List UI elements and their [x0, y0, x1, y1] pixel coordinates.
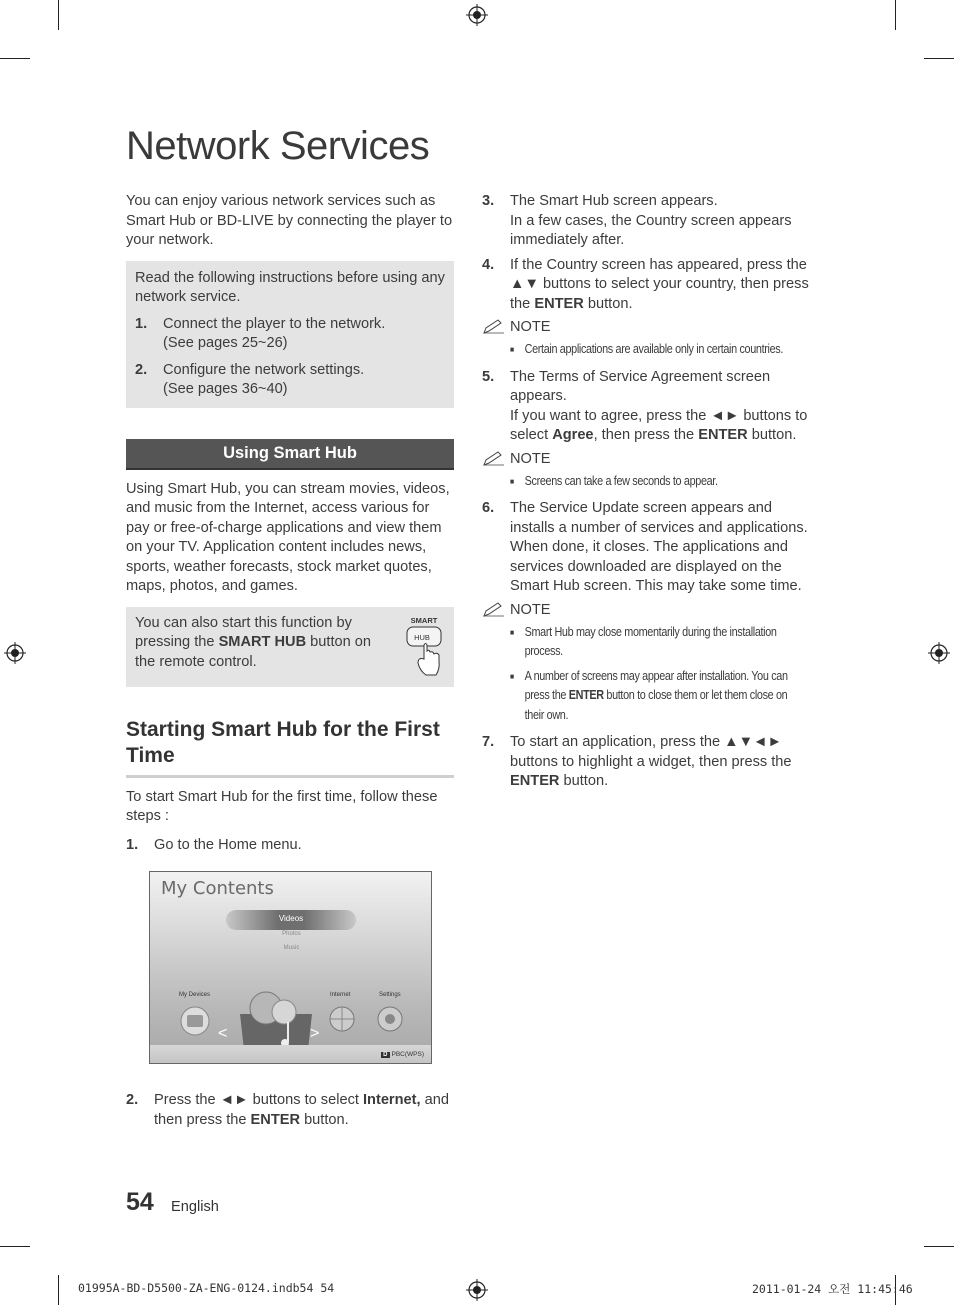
step-number: 6.	[482, 500, 495, 516]
bullet-icon: ■	[510, 671, 514, 681]
note-text: Screens can take a few seconds to appear.	[524, 473, 718, 488]
bullet-icon: ■	[510, 476, 514, 486]
menu-item-music: Music	[283, 945, 300, 951]
step-text: The Service Update screen appears and installs a number of services and applications. When done, it closes. The applications and services downloaded are displayed on the Smart Hub screen. This may take some time.	[510, 500, 808, 594]
step-number: 7.	[482, 734, 495, 750]
step-number: 2.	[135, 361, 148, 378]
starting-smart-hub-heading: Starting Smart Hub for the First Time	[126, 717, 454, 778]
step-text: The Terms of Service Agreement screen appears.	[510, 368, 771, 404]
print-footer-right: 2011-01-24 오전 11:45:46	[752, 1282, 913, 1296]
smart-hub-icon-top-label: SMART	[410, 615, 438, 625]
internet-icon	[328, 1005, 356, 1033]
crop-mark	[924, 1246, 954, 1247]
step-text: If the Country screen has appeared, press the ▲▼ buttons to select your country, then press the ENTER button.	[510, 256, 809, 312]
right-step	[482, 192, 814, 251]
contents-box-icon	[236, 990, 316, 1052]
note-item	[510, 472, 807, 492]
instructions-box	[126, 261, 454, 408]
left-step	[126, 1091, 454, 1130]
right-step	[482, 256, 814, 315]
my-contents-screenshot	[149, 871, 432, 1064]
pbc-wps-hint: D PBC(WPS)	[383, 1051, 424, 1058]
page-language: English	[171, 1199, 219, 1215]
note-item	[510, 340, 807, 360]
label-my-devices: My Devices	[179, 992, 211, 998]
print-footer-left: 01995A-BD-D5500-ZA-ENG-0124.indb54 54	[78, 1281, 335, 1295]
smart-hub-remote-button-icon	[404, 615, 444, 677]
starting-text: To start Smart Hub for the first time, follow these steps :	[126, 788, 438, 824]
step-number: 1.	[126, 836, 139, 853]
right-step	[482, 368, 814, 446]
note-item	[510, 623, 807, 662]
instruction-step	[135, 361, 446, 400]
step-number: 4.	[482, 256, 495, 273]
registration-mark-icon	[466, 4, 488, 26]
crop-mark	[58, 1275, 59, 1305]
section-heading-using-smart-hub: Using Smart Hub	[126, 439, 454, 470]
screen-title: My Contents	[161, 878, 274, 899]
registration-mark-icon	[4, 642, 26, 664]
step-number: 3.	[482, 193, 495, 209]
note-heading	[482, 602, 814, 618]
registration-mark-icon	[928, 642, 950, 664]
using-smart-hub-text: Using Smart Hub, you can stream movies, videos, and music from the Internet, access various for pay or free-of-charge applications and view them on your TV. Application content includes news, sports, weather forecasts, stock market quotes, maps, photos, and games.	[126, 480, 450, 594]
right-arrow-icon: >	[310, 1025, 320, 1042]
pencil-note-icon	[482, 451, 510, 467]
instruction-step	[135, 315, 446, 354]
note-heading	[482, 451, 814, 467]
step-reference: (See pages 36~40)	[163, 381, 288, 397]
step-text: To start an application, press the ▲▼◄► buttons to highlight a widget, then press the ENTER button.	[510, 734, 792, 789]
menu-item-photos: Photos	[282, 931, 301, 937]
crop-mark	[0, 1246, 30, 1247]
pencil-note-icon	[482, 319, 510, 335]
instructions-text: Read the following instructions before using any network service.	[135, 269, 445, 305]
crop-mark	[895, 0, 896, 30]
intro-text: You can enjoy various network services such as Smart Hub or BD-LIVE by connecting the player to your network.	[126, 193, 453, 248]
note-label: NOTE	[510, 601, 551, 618]
step-text: Press the ◄► buttons to select Internet, and then press the ENTER button.	[154, 1092, 449, 1128]
crop-mark	[58, 0, 59, 30]
crop-mark	[924, 58, 954, 59]
smart-hub-tip-box	[126, 607, 454, 687]
step-reference: (See pages 25~26)	[163, 335, 288, 351]
label-internet: Internet	[330, 992, 351, 998]
note-label: NOTE	[510, 450, 551, 467]
step-text: If you want to agree, press the ◄► buttons to select Agree, then press the ENTER button.	[510, 407, 808, 443]
left-arrow-icon: <	[218, 1025, 228, 1042]
left-column	[126, 192, 454, 1130]
registration-mark-icon	[466, 1279, 488, 1301]
my-devices-icon	[179, 1005, 211, 1037]
smart-hub-icon-button-label: HUB	[414, 632, 430, 642]
right-step	[482, 499, 814, 597]
smart-hub-tip-text: You can also start this function by pressing the SMART HUB button on the remote control.	[135, 614, 372, 670]
note-item	[510, 667, 807, 726]
step-text: Connect the player to the network.	[163, 315, 386, 332]
left-step	[126, 836, 454, 856]
step-number: 2.	[126, 1092, 139, 1108]
crop-mark	[0, 58, 30, 59]
step-text: Go to the Home menu.	[154, 836, 302, 853]
page-title: Network Services	[126, 124, 430, 168]
note-text: Smart Hub may close momentarily during the installation process.	[524, 624, 777, 658]
step-number: 1.	[135, 315, 148, 332]
step-text: The Smart Hub screen appears.	[510, 193, 718, 209]
step-text: In a few cases, the Country screen appears immediately after.	[510, 212, 792, 248]
note-label: NOTE	[510, 319, 551, 335]
step-text: Configure the network settings.	[163, 361, 365, 378]
right-column	[482, 192, 814, 797]
right-step	[482, 733, 814, 792]
menu-highlight	[226, 910, 356, 930]
step-number: 5.	[482, 368, 495, 385]
settings-gear-icon	[376, 1005, 404, 1033]
bullet-icon: ■	[510, 345, 514, 354]
note-text: A number of screens may appear after installation. You can press the ENTER button to close them or let them close on their own.	[524, 668, 788, 722]
menu-item-videos: Videos	[278, 914, 304, 923]
note-text: Certain applications are available only in certain countries.	[524, 342, 783, 356]
page-number: 54	[126, 1188, 154, 1216]
pencil-note-icon	[482, 602, 510, 618]
note-heading	[482, 319, 814, 335]
label-settings: Settings	[379, 992, 401, 998]
bullet-icon: ■	[510, 627, 514, 637]
